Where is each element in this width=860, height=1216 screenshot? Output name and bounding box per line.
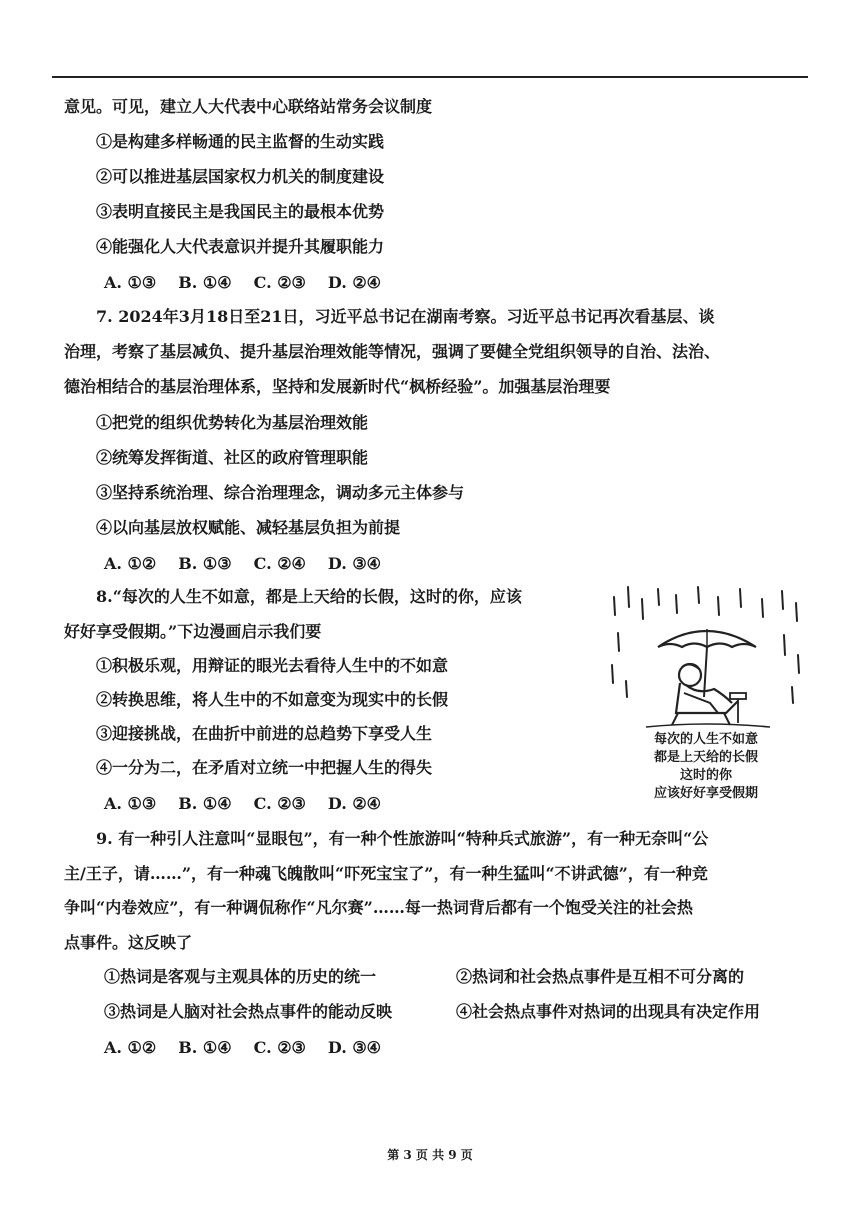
q7-option-a: A. ①② [104, 554, 157, 573]
q7-stem-line-2: 治理，考察了基层减负、提升基层治理效能等情况，强调了要健全党组织领导的自治、法治、 [64, 342, 721, 361]
q7-options [104, 553, 403, 575]
q8-item-3: ③迎接挑战，在曲折中前进的总趋势下享受人生 [96, 724, 433, 743]
q6-options [104, 272, 403, 294]
q6-item-4: ④能强化人大代表意识并提升其履职能力 [96, 237, 385, 256]
q6-option-b: B. ①④ [178, 273, 232, 292]
q8-item-4: ④一分为二，在矛盾对立统一中把握人生的得失 [96, 758, 433, 777]
q6-option-d: D. ②④ [327, 273, 382, 292]
q6-item-3: ③表明直接民主是我国民主的最根本优势 [96, 202, 385, 221]
q9-option-c: C. ②③ [253, 1038, 306, 1057]
q8-option-d: D. ②④ [327, 794, 382, 813]
header-rule [52, 76, 808, 78]
q7-item-4: ④以向基层放权赋能、减轻基层负担为前提 [96, 518, 401, 537]
q7-item-1: ①把党的组织优势转化为基层治理效能 [96, 413, 369, 432]
q7-stem-line-3: 德治相结合的基层治理体系，坚持和发展新时代“枫桥经验”。加强基层治理要 [64, 377, 611, 396]
page-number: 第 3 页 共 9 页 [387, 1148, 473, 1162]
cartoon-caption-line-3: 这时的你 [679, 768, 733, 783]
q9-stem-line-1: 9. 有一种引人注意叫“显眼包”，有一种个性旅游叫“特种兵式旅游”，有一种无奈叫“公 [96, 829, 709, 848]
cartoon-caption-line-1: 每次的人生不如意 [653, 732, 759, 747]
q6-option-c: C. ②③ [253, 273, 306, 292]
q9-item-4: ④社会热点事件对热词的出现具有决定作用 [456, 1002, 761, 1021]
q8-option-a: A. ①③ [104, 794, 157, 813]
q6-stem-tail: 意见。可见，建立人大代表中心联络站常务会议制度 [64, 97, 433, 116]
q8-option-b: B. ①④ [178, 794, 232, 813]
q7-option-b: B. ①③ [178, 554, 232, 573]
q9-option-d: D. ③④ [327, 1038, 382, 1057]
cartoon-caption-line-2: 都是上天给的长假 [653, 750, 759, 765]
q9-options [104, 1037, 403, 1059]
q7-option-c: C. ②④ [253, 554, 306, 573]
q7-option-d: D. ③④ [327, 554, 382, 573]
q8-item-1: ①积极乐观，用辩证的眼光去看待人生中的不如意 [96, 656, 449, 675]
q9-option-a: A. ①② [104, 1038, 157, 1057]
cartoon-drawing [606, 585, 806, 800]
q9-option-b: B. ①④ [178, 1038, 232, 1057]
q9-item-3: ③热词是人脑对社会热点事件的能动反映 [104, 1002, 393, 1021]
q7-stem-line-1: 7. 2024年3月18日至21日，习近平总书记在湖南考察。习近平总书记再次看基层、谈 [96, 307, 715, 326]
q9-stem-line-2: 主/王子，请……”，有一种魂飞魄散叫“吓死宝宝了”，有一种生猛叫“不讲武德”，有一种竞 [64, 864, 708, 883]
rain-umbrella-cartoon [606, 585, 806, 800]
q8-options [104, 793, 403, 815]
q8-stem-line-2: 好好享受假期。”下边漫画启示我们要 [64, 622, 322, 641]
q9-item-1: ①热词是客观与主观具体的历史的统一 [104, 967, 377, 986]
q9-item-2: ②热词和社会热点事件是互相不可分离的 [456, 967, 745, 986]
q9-stem-line-4: 点事件。这反映了 [64, 933, 193, 952]
q6-item-2: ②可以推进基层国家权力机关的制度建设 [96, 167, 385, 186]
q7-item-3: ③坚持系统治理、综合治理理念，调动多元主体参与 [96, 483, 465, 502]
q6-item-1: ①是构建多样畅通的民主监督的生动实践 [96, 132, 385, 151]
q8-item-2: ②转换思维，将人生中的不如意变为现实中的长假 [96, 690, 449, 709]
q9-stem-line-3: 争叫“内卷效应”，有一种调侃称作“凡尔赛”……每一热词背后都有一个饱受关注的社会热 [64, 898, 693, 917]
q8-option-c: C. ②③ [253, 794, 306, 813]
q6-option-a: A. ①③ [104, 273, 157, 292]
cartoon-caption-line-4: 应该好好享受假期 [653, 786, 759, 800]
q7-item-2: ②统筹发挥街道、社区的政府管理职能 [96, 448, 369, 467]
q8-stem-line-1: 8.“每次的人生不如意，都是上天给的长假，这时的你，应该 [96, 587, 522, 606]
